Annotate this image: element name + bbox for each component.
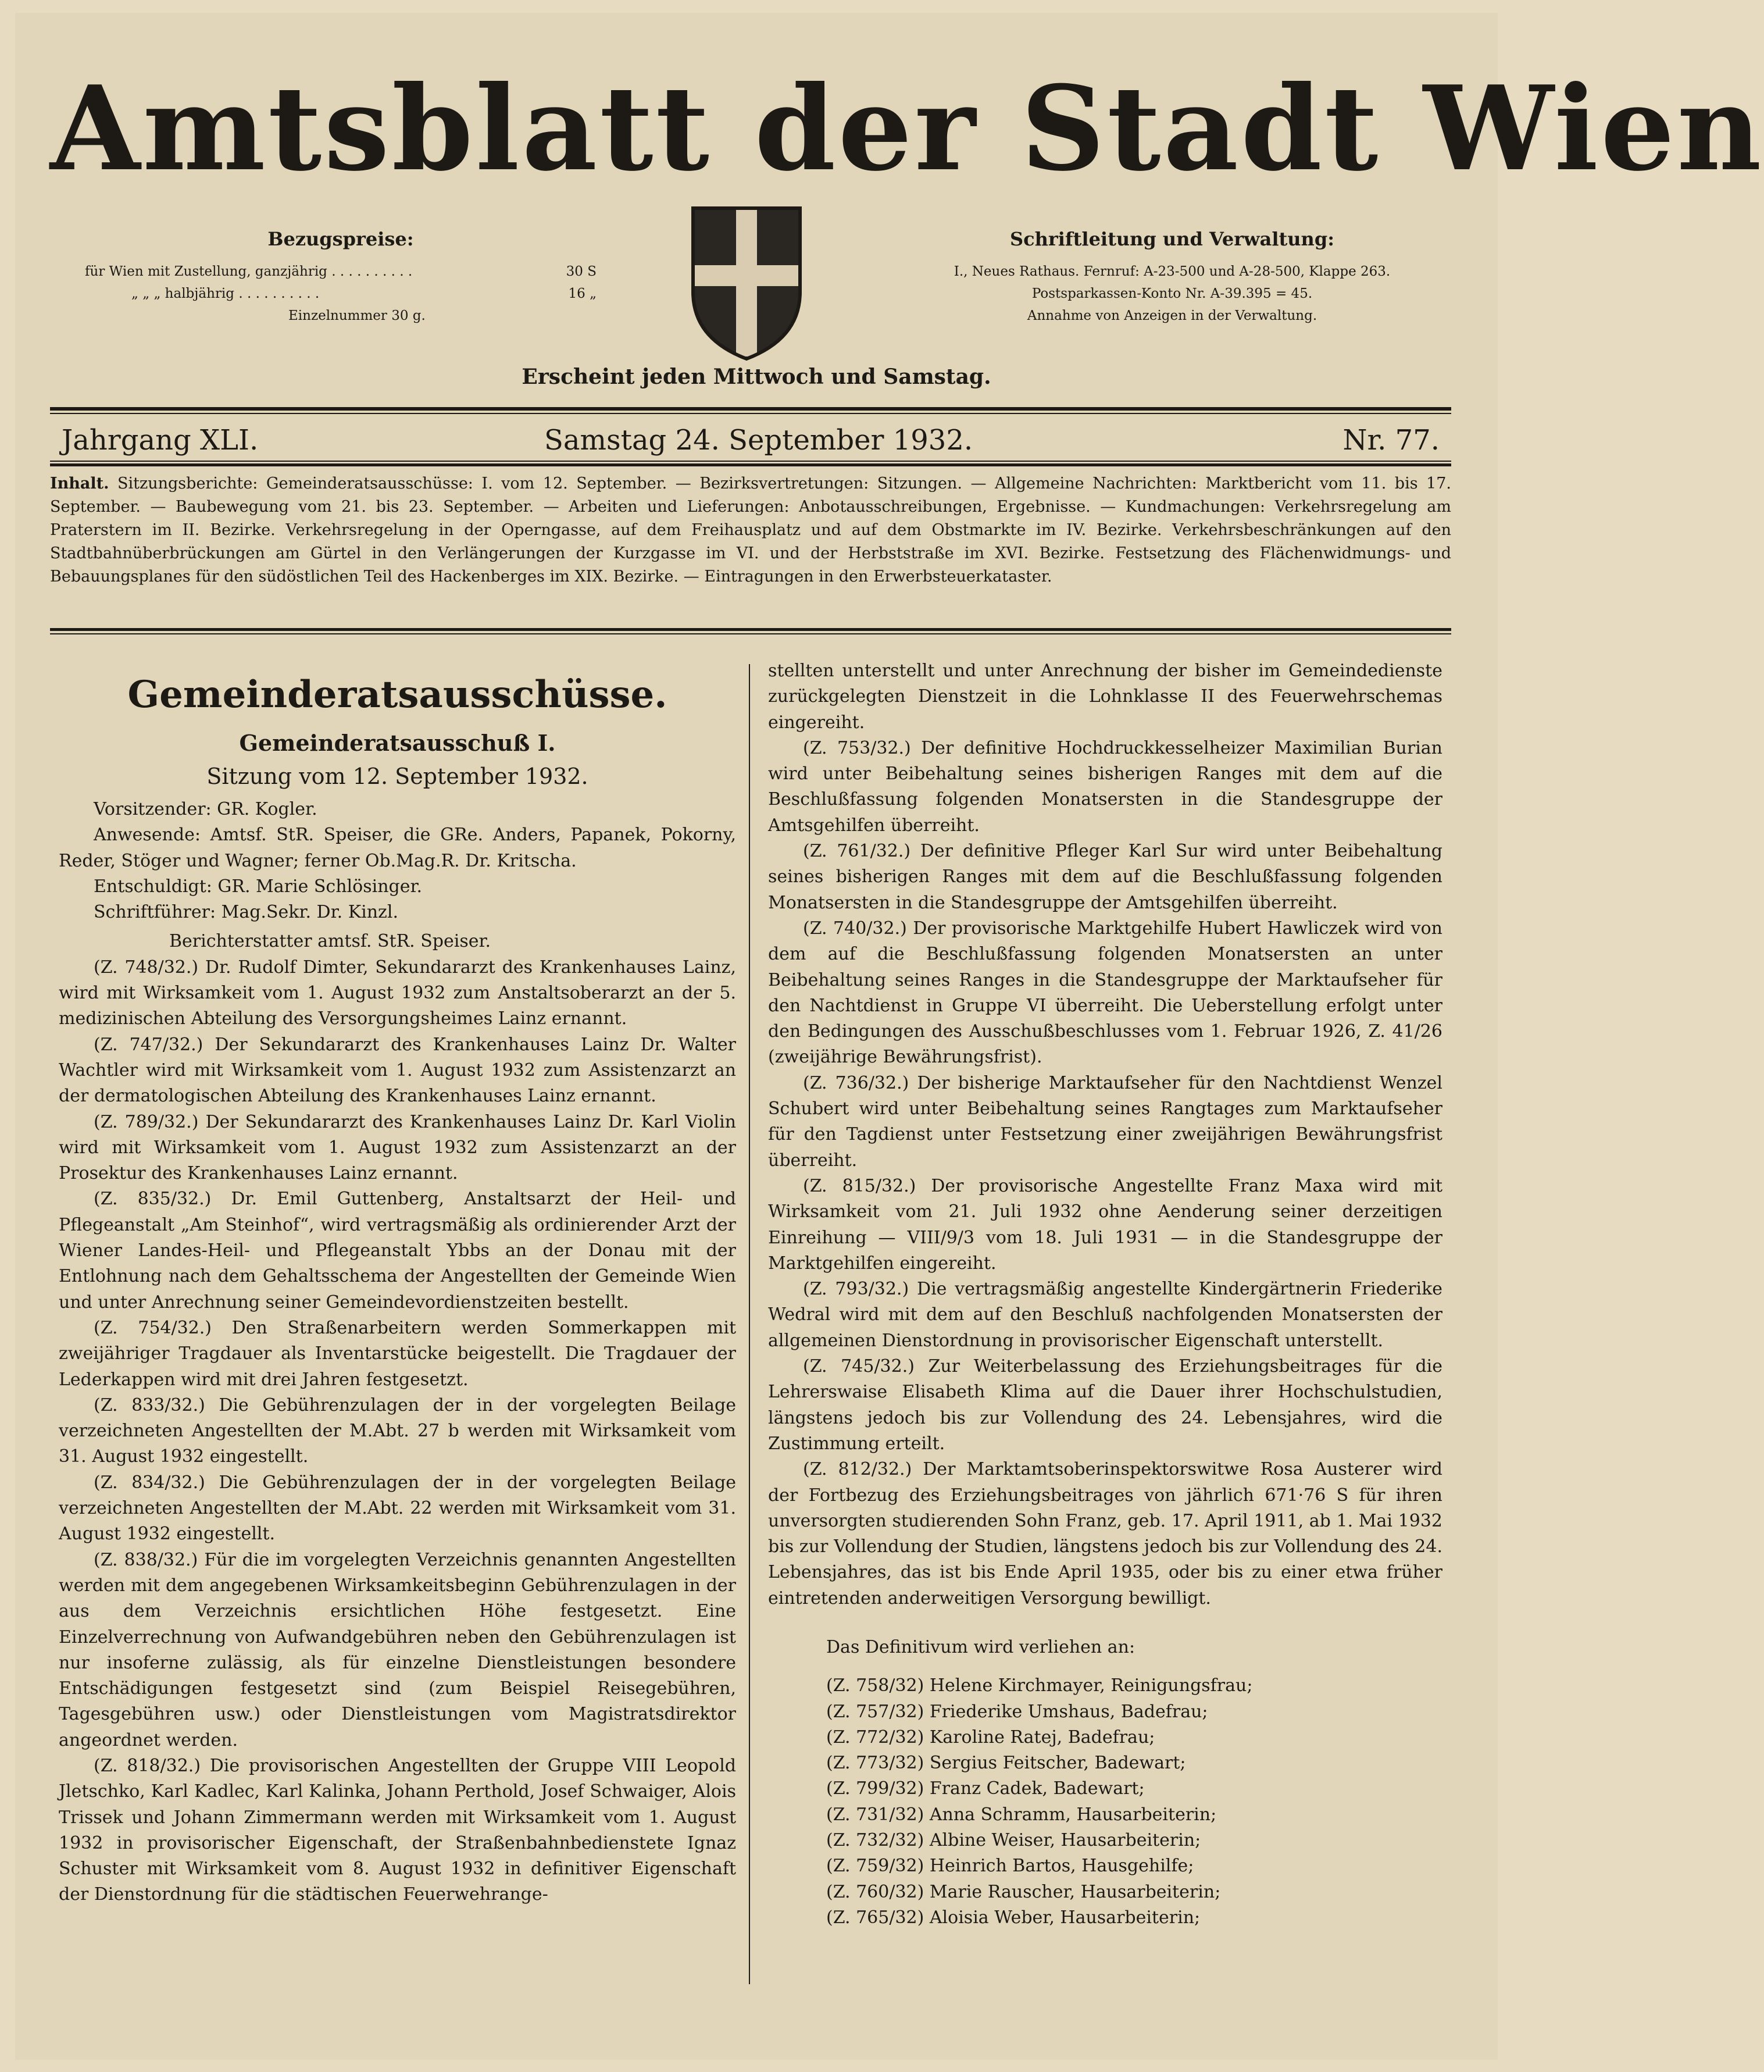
reporter: Berichterstatter amtsf. StR. Speiser. xyxy=(169,931,491,952)
resolution-paragraph: (Z. 834/32.) Die Gebührenzulagen der in der vorgelegten Beilage verzeichneten Angestellten der M.Abt. 22 werden mit Wirksamkeit vom 31. August 1932 eingestellt. xyxy=(59,1472,736,1545)
resolution-paragraph: (Z. 753/32.) Der definitive Hochdruckkesselheizer Maximilian Burian wird unter Beibehaltung seines bisherigen Ranges mit dem auf die Beschlußfassung folgenden Monatsersten in die Standesgruppe der Amtsgehilfen überreiht. xyxy=(768,737,1442,836)
list-item: (Z. 799/32) Franz Cadek, Badewart; xyxy=(826,1778,1145,1799)
resolution-paragraph: (Z. 748/32.) Dr. Rudolf Dimter, Sekundararzt des Krankenhauses Lainz, wird mit Wirksamkeit vom 1. August 1932 zum Anstaltsoberarzt an der 5. medizinischen Abteilung des Versorgungsheimes Lainz ernannt. xyxy=(59,957,736,1029)
price-value: 16 „ xyxy=(568,286,597,301)
price-label: für Wien mit Zustellung, ganzjährig . . . . . . . . . . xyxy=(85,264,413,279)
divider xyxy=(50,633,1451,634)
resolution-paragraph: (Z. 818/32.) Die provisorischen Angestellten der Gruppe VIII Leopold Jletschko, Karl Kadlec, Karl Kalinka, Johann Perthold, Josef Schwaiger, Alois Trissek und Johann Zimmermann werden mit Wirksamkeit vom 1. August 1932 in provisorischer Eigenschaft, der Straßenbahnbedienstete Ignaz Schuster mit Wirksamkeit vom 8. August 1932 in definitiver Eigenschaft der Dienstordnung für die städtischen Feuerwehrange- xyxy=(59,1755,736,1905)
list-item: (Z. 765/32) Aloisia Weber, Hausarbeiterin; xyxy=(826,1907,1201,1928)
newspaper-page xyxy=(15,13,1764,2060)
volume: Jahrgang XLI. xyxy=(62,424,259,457)
list-item: (Z. 757/32) Friederike Umshaus, Badefrau; xyxy=(826,1701,1208,1722)
vienna-coat-of-arms-icon xyxy=(688,205,805,362)
admin-title: Schriftleitung und Verwaltung: xyxy=(1009,228,1334,250)
attendees: Anwesende: Amtsf. StR. Speiser, die GRe. Anders, Papanek, Pokorny, Reder, Stöger und Wagner; ferner Ob.Mag.R. Dr. Kritscha. xyxy=(59,825,736,871)
price-value: 30 S xyxy=(566,264,597,279)
left-column xyxy=(59,658,736,1908)
excused: Entschuldigt: GR. Marie Schlösinger. xyxy=(94,876,423,897)
list-item: (Z. 759/32) Heinrich Bartos, Hausgehilfe; xyxy=(826,1856,1194,1877)
continued-paragraph: stellten unterstellt und unter Anrechnung der bisher im Gemeindedienste zurückgelegten Dienstzeit in die Lohnklasse II des Feuerwehrschemas eingereiht. xyxy=(768,661,1442,733)
resolution-paragraph: (Z. 812/32.) Der Marktamtsoberinspektorswitwe Rosa Austerer wird der Fortbezug des Erziehungsbeitrages von jährlich 671·76 S für ihren unversorgten studierenden Sohn Franz, geb. 17. April 1911, ab 1. Mai 1932 bis zur Vollendung der Studien, längstens jedoch bis zur Vollendung des 24. Lebensjahres, das ist bis Ende April 1935, oder bis zu einer etwa früher eintretenden anderweitigen Versorgung bewilligt. xyxy=(768,1459,1442,1609)
admin-line: I., Neues Rathaus. Fernruf: A-23-500 und A-28-500, Klappe 263. xyxy=(954,264,1391,279)
contents-label: Inhalt. xyxy=(50,475,109,493)
dateline xyxy=(62,423,1440,458)
resolution-paragraph: (Z. 833/32.) Die Gebührenzulagen der in der vorgelegten Beilage verzeichneten Angestellten der M.Abt. 27 b werden mit Wirksamkeit vom 31. August 1932 eingestellt. xyxy=(59,1395,736,1467)
issue-date: Samstag 24. September 1932. xyxy=(544,424,973,457)
resolution-paragraph: (Z. 815/32.) Der provisorische Angestellte Franz Maxa wird mit Wirksamkeit vom 21. Juli 1932 ohne Aenderung seiner derzeitigen Einreihung — VIII/9/3 vom 18. Juli 1931 — in die Standesgruppe der Marktgehilfen eingereiht. xyxy=(768,1175,1442,1274)
resolution-paragraph: (Z. 789/32.) Der Sekundararzt des Krankenhauses Lainz Dr. Karl Violin wird mit Wirksamkeit vom 1. August 1932 zum Assistenzarzt an der Prosektur des Krankenhauses Lainz ernannt. xyxy=(59,1111,736,1184)
table-of-contents xyxy=(50,472,1451,589)
price-line xyxy=(85,305,597,327)
right-column xyxy=(768,658,1442,1931)
resolution-paragraph: (Z. 754/32.) Den Straßenarbeitern werden Sommerkappen mit zweijähriger Tragdauer als Inventarstücke beigestellt. Die Tragdauer der Lederkappen wird mit drei Jahren festgesetzt. xyxy=(59,1317,736,1390)
price-label: Einzelnummer 30 g. xyxy=(288,308,426,323)
resolution-paragraph: (Z. 745/32.) Zur Weiterbelassung des Erziehungsbeitrages für die Lehrerswaise Elisabeth Klima auf die Dauer ihrer Hochschulstudien, längstens jedoch bis zur Vollendung des 24. Lebensjahres, wird die Zustimmung erteilt. xyxy=(768,1356,1442,1454)
admin-line: Annahme von Anzeigen in der Verwaltung. xyxy=(1027,308,1317,323)
issue-number: Nr. 77. xyxy=(1342,424,1440,457)
divider xyxy=(50,407,1451,411)
session-date: Sitzung vom 12. September 1932. xyxy=(206,764,588,789)
resolution-paragraph: (Z. 838/32.) Für die im vorgelegten Verzeichnis genannten Angestellten werden mit dem angegebenen Wirksamkeitsbeginn Gebührenzulagen in der aus dem Verzeichnis ersichtlichen Höhe festgesetzt. Eine Einzelverrechnung von Aufwandgebühren neben den Gebührenzulagen ist nur insoferne zulässig, als für einzelne Dienstleistungen besondere Entschädigungen festgesetzt sind (zum Beispiel Reisegebühren, Tagesgebühren usw.) oder Dienstleistungen vom Magistratsdirektor angeordnet werden. xyxy=(59,1549,736,1750)
section-title: Gemeinderatsausschüsse. xyxy=(127,673,667,716)
resolution-paragraph: (Z. 747/32.) Der Sekundararzt des Krankenhauses Lainz Dr. Walter Wachtler wird mit Wirksamkeit vom 1. August 1932 zum Assistenzarzt an der dermatologischen Abteilung des Krankenhauses Lainz ernannt. xyxy=(59,1034,736,1107)
list-item: (Z. 772/32) Karoline Ratej, Badefrau; xyxy=(826,1727,1155,1748)
price-label: „ „ „ halbjährig . . . . . . . . . . xyxy=(131,286,320,301)
divider xyxy=(50,628,1451,631)
divider xyxy=(50,463,1451,466)
resolution-paragraph: (Z. 736/32.) Der bisherige Marktaufseher für den Nachtdienst Wenzel Schubert wird unter Beibehaltung seines Rangtages zum Marktaufseher für den Tagdienst unter Festsetzung einer zweijährigen Bewährungsfrist überreiht. xyxy=(768,1072,1442,1171)
secretary: Schriftführer: Mag.Sekr. Dr. Kinzl. xyxy=(94,902,398,923)
list-item: (Z. 760/32) Marie Rauscher, Hausarbeiterin; xyxy=(826,1881,1221,1902)
prices-title: Bezugspreise: xyxy=(267,228,414,250)
resolution-paragraph: (Z. 740/32.) Der provisorische Marktgehilfe Hubert Hawliczek wird von dem auf die Beschlußfassung folgenden Monatsersten an unter Beibehaltung seines Ranges in die Standesgruppe der Marktaufseher für den Nachtdienst in Gruppe VI überreiht. Die Ueberstellung erfolgt unter den Bedingungen des Ausschußbeschlusses vom 1. Februar 1926, Z. 41/26 (zweijährige Bewährungsfrist). xyxy=(768,918,1442,1068)
divider xyxy=(50,413,1451,414)
committee-title: Gemeinderatsausschuß I. xyxy=(239,730,556,756)
list-item: (Z. 731/32) Anna Schramm, Hausarbeiterin; xyxy=(826,1804,1217,1825)
list-item: (Z. 773/32) Sergius Feitscher, Badewart; xyxy=(826,1753,1186,1774)
resolution-paragraph: (Z. 835/32.) Dr. Emil Guttenberg, Anstaltsarzt der Heil- und Pflegeanstalt „Am Steinhof“, wird vertragsmäßig als ordinierender Arzt der Wiener Landes-Heil- und Pflegeanstalt Ybbs an der Donau mit der Entlohnung nach dem Gehaltsschema der Angestellten der Gemeinde Wien und unter Anrechnung seiner Gemeindevordienstzeiten bestellt. xyxy=(59,1189,736,1313)
chairperson: Vorsitzender: GR. Kogler. xyxy=(94,799,317,819)
resolution-paragraph: (Z. 793/32.) Die vertragsmäßig angestellte Kindergärtnerin Friederike Wedral wird mit dem auf den Beschluß nachfolgenden Monatsersten der allgemeinen Dienstordnung in provisorischer Eigenschaft unterstellt. xyxy=(768,1279,1442,1351)
divider xyxy=(50,461,1451,462)
contents-text: Sitzungsberichte: Gemeinderatsausschüsse: I. vom 12. September. — Bezirksvertretungen: Sitzungen. — Allgemeine Nachrichten: Marktbericht vom 11. bis 17. September. — Baubewegung vom 21. bis 23. September. — Arbeiten und Lieferungen: Anbotausschreibungen, Ergebnisse. — Kundmachungen: Verkehrsregelung am Praterstern im II. Bezirke. Verkehrsregelung in der Operngasse, auf dem Freihausplatz und auf dem Obstmarkte im IV. Bezirke. Verkehrsbeschränkungen auf den Stadtbahnüberbrückungen am Gürtel in den Verlängerungen der Kurzgasse im VI. und der Herbststraße im XVI. Bezirke. Festsetzung des Flächenwidmungs- und Bebauungsplanes für den südöstlichen Teil des Hackenberges im XIX. Bezirke. — Eintragungen in den Erwerbsteuerkataster. xyxy=(50,475,1451,586)
admin-line: Postsparkassen-Konto Nr. A-39.395 = 45. xyxy=(1031,286,1313,301)
subscription-prices xyxy=(85,228,597,327)
list-item: (Z. 732/32) Albine Weiser, Hausarbeiterin; xyxy=(826,1830,1201,1851)
resolution-paragraph: (Z. 761/32.) Der definitive Pfleger Karl Sur wird unter Beibehaltung seines bisherigen Ranges mit dem auf die Beschlußfassung folgenden Monatsersten in die Standesgruppe der Amtsgehilfen überreiht. xyxy=(768,841,1442,913)
column-divider xyxy=(749,664,750,1984)
price-line xyxy=(85,261,597,283)
editorial-administration xyxy=(910,228,1434,327)
list-item: (Z. 758/32) Helene Kirchmayer, Reinigungsfrau; xyxy=(826,1675,1253,1696)
definitivum-intro: Das Definitivum wird verliehen an: xyxy=(826,1636,1135,1657)
price-line xyxy=(85,283,597,305)
publication-schedule: Erscheint jeden Mittwoch und Samstag. xyxy=(522,365,991,389)
masthead-title: Amtsblatt der Stadt Wien xyxy=(50,60,1764,197)
